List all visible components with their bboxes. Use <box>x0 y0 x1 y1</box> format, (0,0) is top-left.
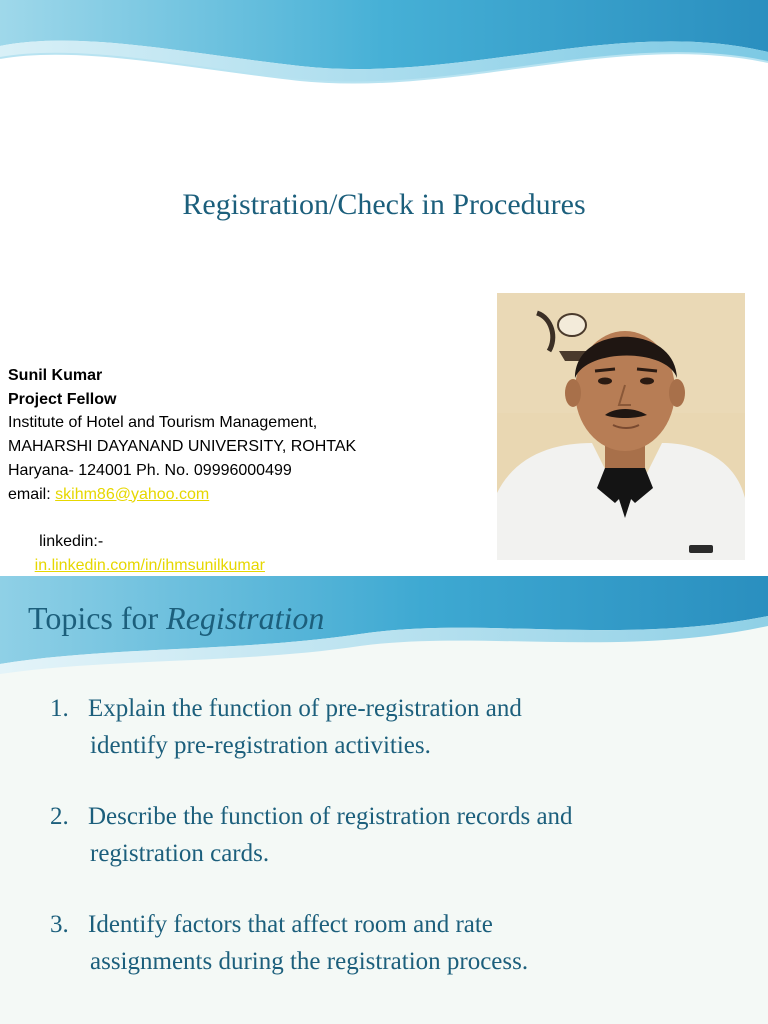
list-item <box>50 906 528 980</box>
item-text-line2: identify pre-registration activities. <box>90 732 431 759</box>
item-text-line1: Explain the function of pre-registration and <box>88 695 522 722</box>
topics-title-italic: Registration <box>166 600 325 636</box>
slide-title: Registration/Check in Procedures <box>182 188 586 221</box>
author-address: Haryana- 124001 Ph. No. 09996000499 <box>8 461 292 479</box>
email-line <box>8 483 356 507</box>
item-text-line1: Describe the function of registration records and <box>88 803 573 830</box>
topics-title <box>28 600 324 637</box>
topics-title-plain: Topics for <box>28 600 167 636</box>
item-text-line2: assignments during the registration process. <box>90 948 529 975</box>
portrait-photo <box>497 293 745 560</box>
list-item <box>50 690 522 764</box>
email-link[interactable]: skihm86@yahoo.com <box>55 485 210 503</box>
linkedin-line <box>8 506 356 576</box>
item-text-line2: registration cards. <box>90 840 270 867</box>
item-number: 3. <box>50 911 69 938</box>
list-item <box>50 798 573 872</box>
topics-slide <box>0 576 768 1024</box>
linkedin-link[interactable]: in.linkedin.com/in/ihmsunilkumar <box>34 556 265 574</box>
author-institute: Institute of Hotel and Tourism Management, <box>8 414 318 432</box>
author-info <box>8 364 356 576</box>
email-label: email: <box>8 485 51 503</box>
linkedin-label: linkedin:- <box>34 532 104 550</box>
item-text-line1: Identify factors that affect room and rate <box>88 911 493 938</box>
author-name: Sunil Kumar <box>8 367 103 384</box>
item-number: 1. <box>50 695 69 722</box>
author-role: Project Fellow <box>8 390 117 408</box>
decorative-wave-top <box>0 0 768 100</box>
item-number: 2. <box>50 803 69 830</box>
author-university: MAHARSHI DAYANAND UNIVERSITY, ROHTAK <box>8 438 357 456</box>
